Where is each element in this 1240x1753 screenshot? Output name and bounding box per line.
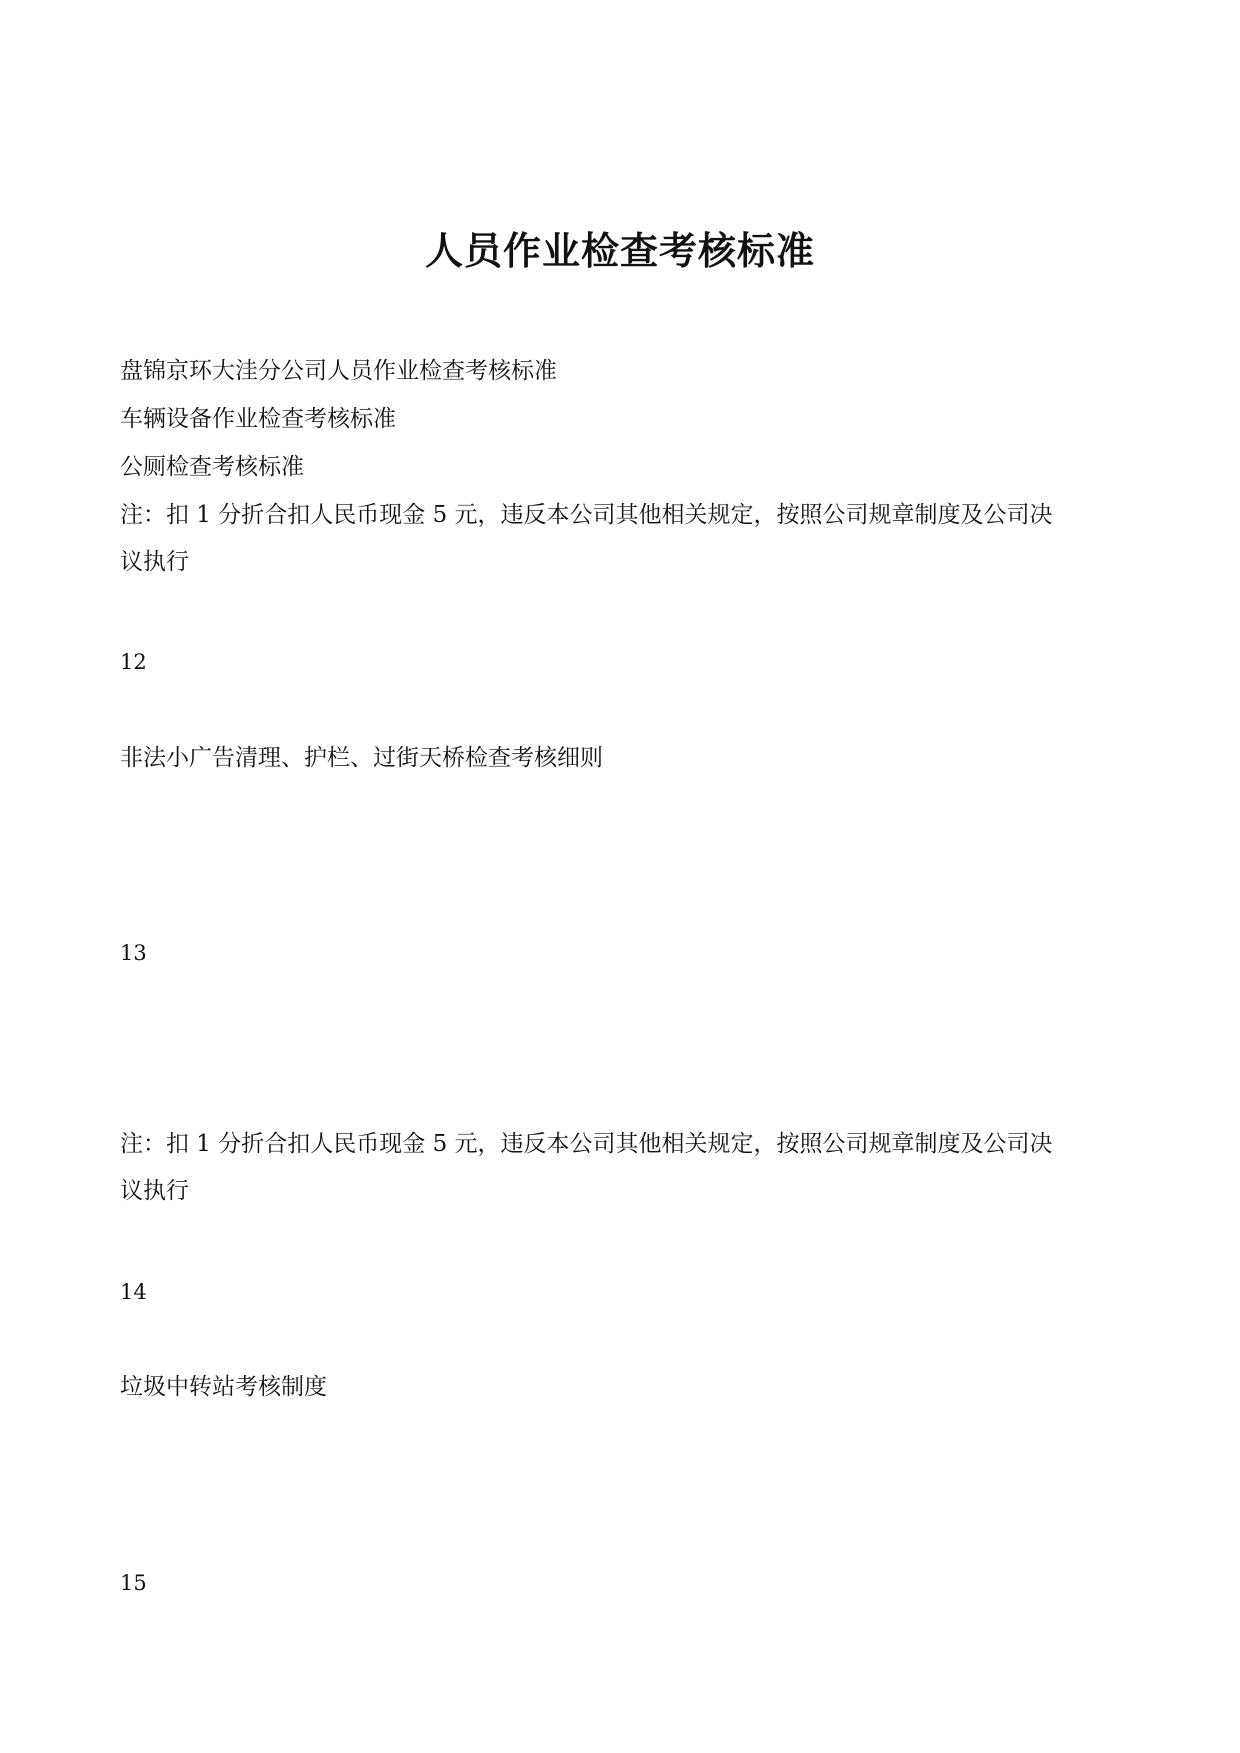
page-number-14: 14 — [120, 1280, 147, 1304]
section-heading-transfer-station: 垃圾中转站考核制度 — [120, 1374, 327, 1400]
note-1-line-2: 议执行 — [120, 549, 189, 575]
text-line-vehicle-standard: 车辆设备作业检查考核标准 — [120, 406, 396, 432]
page-title: 人员作业检查考核标准 — [424, 228, 815, 273]
note-2-line-2: 议执行 — [120, 1178, 189, 1204]
text-line-company-standard: 盘锦京环大洼分公司人员作业检查考核标准 — [120, 358, 557, 384]
text-line-toilet-standard: 公厕检查考核标准 — [120, 454, 304, 480]
page-number-15: 15 — [120, 1571, 147, 1595]
page-number-12: 12 — [120, 650, 147, 674]
note-2-line-1: 注：扣 1 分折合扣人民币现金 5 元，违反本公司其他相关规定，按照公司规章制度及公司决 — [120, 1131, 1053, 1157]
page-number-13: 13 — [120, 941, 147, 965]
section-heading-ads-cleanup: 非法小广告清理、护栏、过街天桥检查考核细则 — [120, 745, 603, 771]
note-1-line-1: 注：扣 1 分折合扣人民币现金 5 元，违反本公司其他相关规定，按照公司规章制度及公司决 — [120, 502, 1053, 528]
note-paragraph-1 — [120, 492, 1130, 586]
note-paragraph-2 — [120, 1121, 1130, 1215]
